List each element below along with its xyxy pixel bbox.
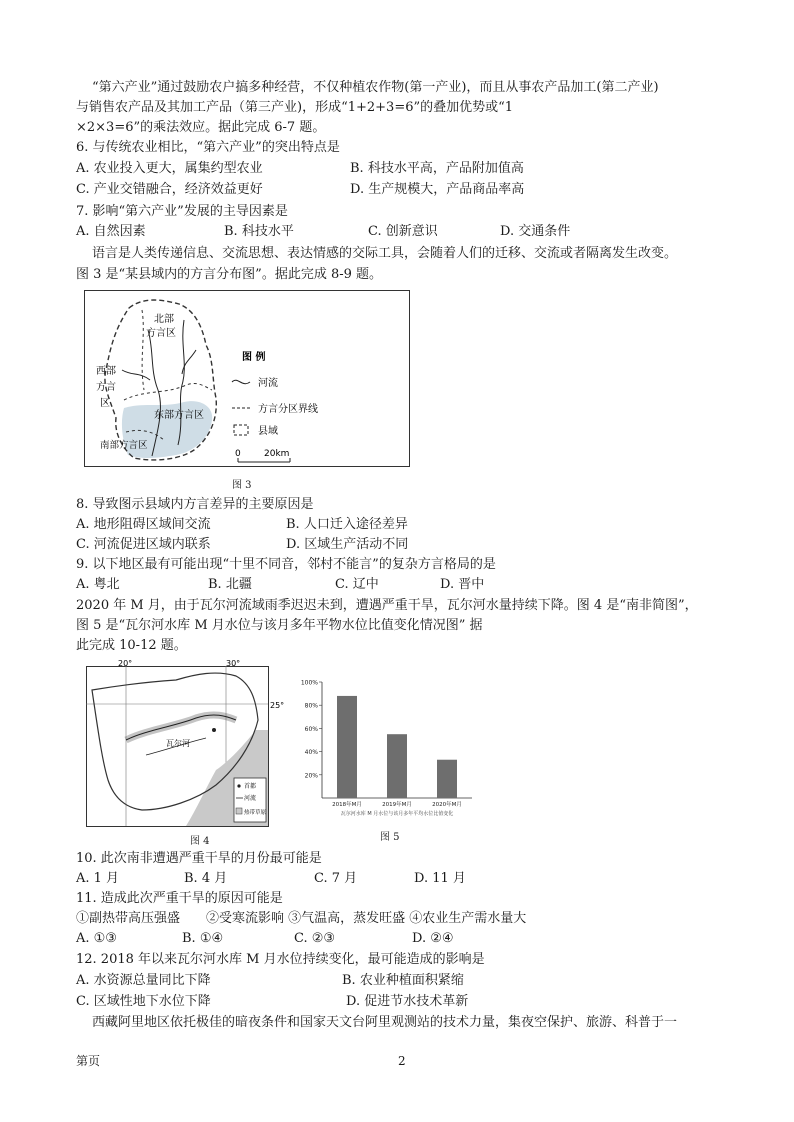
y-tick-label: 60% <box>304 725 318 733</box>
question-7-stem: 7. 影响“第六产业”发展的主导因素是 <box>76 204 288 219</box>
question-11-stem: 11. 造成此次严重干旱的原因可能是 <box>76 891 283 906</box>
question-12-stem: 12. 2018 年以来瓦尔河水库 M 月水位持续变化，最可能造成的影响是 <box>76 952 485 967</box>
bar <box>437 760 457 798</box>
figure-4-caption: 图 4 <box>190 836 210 847</box>
x-tick-label: 2020年M月 <box>432 802 462 808</box>
x-tick-label: 2018年M月 <box>332 802 362 808</box>
y-tick-label: 20% <box>304 772 318 780</box>
legend-savanna: 热带草原 <box>244 810 267 816</box>
figure-3-dialect-map <box>84 290 410 480</box>
footer-page-label: 第页 <box>76 1054 101 1068</box>
bar <box>337 696 357 798</box>
q10-option-d: D. 11 月 <box>414 871 466 886</box>
passage-line: 图 3 是“某县域内的方言分布图”。据此完成 8-9 题。 <box>76 267 383 282</box>
passage-line: 2020 年 M 月，由于瓦尔河流域雨季迟迟未到，遭遇严重干旱，瓦尔河水量持续下降。图 4 是“南非简图”， <box>76 598 698 613</box>
passage-line: 此完成 10-12 题。 <box>76 638 187 653</box>
q9-option-b: B. 北疆 <box>208 577 252 592</box>
passage-line: 语言是人类传递信息、交流思想、表达情感的交际工具，会随着人们的迁移、交流或者隔离发生改变。 <box>92 246 678 261</box>
legend-boundary: 方言分区界线 <box>258 404 318 415</box>
figure-5-bar-chart <box>290 664 500 824</box>
q10-option-a: A. 1 月 <box>76 871 120 886</box>
vaal-river-label: 瓦尔河 <box>166 739 190 748</box>
west-region-label: 西部 <box>96 366 116 377</box>
page-number: 2 <box>398 1054 406 1068</box>
north-region-label: 方言区 <box>146 328 176 339</box>
latitude-label: 25° <box>270 701 285 710</box>
y-tick-label: 40% <box>304 749 318 757</box>
q8-option-a: A. 地形阻碍区域间交流 <box>76 517 211 532</box>
q11-option-a: A. ①③ <box>76 931 117 946</box>
county-legend-icon <box>234 425 248 435</box>
passage-line: 与销售农产品及其加工产品（第三产业)，形成“1+2+3=6”的叠加优势或“1 <box>76 100 514 115</box>
figure-4-south-africa-map <box>86 659 285 830</box>
q7-option-d: D. 交通条件 <box>500 224 571 239</box>
q12-option-d: D. 促进节水技术革新 <box>346 994 469 1009</box>
scale-zero: 0 <box>235 449 241 459</box>
q12-option-c: C. 区域性地下水位下降 <box>76 994 211 1009</box>
q6-option-b: B. 科技水平高，产品附加值高 <box>350 161 524 176</box>
q11-option-d: D. ②④ <box>412 931 454 946</box>
q7-option-c: C. 创新意识 <box>368 224 438 239</box>
river-legend-icon <box>232 380 250 383</box>
q10-option-c: C. 7 月 <box>314 871 358 886</box>
q11-option-b: B. ①④ <box>182 931 224 946</box>
passage-line: “第六产业”通过鼓励农户搞多种经营，不仅种植农作物(第一产业)，而且从事农产品加工(第二产业) <box>92 80 659 95</box>
legend-county: 县域 <box>258 426 278 437</box>
q6-option-d: D. 生产规模大，产品商品率高 <box>350 182 525 197</box>
q10-option-b: B. 4 月 <box>184 871 228 886</box>
question-9-stem: 9. 以下地区最有可能出现“十里不同音，邻村不能言”的复杂方言格局的是 <box>76 557 496 572</box>
passage-line: 西藏阿里地区依托极佳的暗夜条件和国家天文台阿里观测站的技术力量，集夜空保护、旅游、科普于一 <box>92 1015 678 1030</box>
south-region-label: 南部方言区 <box>100 440 148 451</box>
x-tick-label: 2019年M月 <box>382 802 412 808</box>
question-10-stem: 10. 此次南非遭遇严重干旱的月份最可能是 <box>76 851 322 866</box>
q8-option-c: C. 河流促进区域内联系 <box>76 537 211 552</box>
question-8-stem: 8. 导致图示县域内方言差异的主要原因是 <box>76 497 314 512</box>
legend-river: 河流 <box>258 378 278 389</box>
legend-capital: 首都 <box>244 783 257 790</box>
q11-option-c: C. ②③ <box>294 931 336 946</box>
east-region-label: 东部方言区 <box>154 410 204 421</box>
q9-option-d: D. 晋中 <box>440 577 485 592</box>
figure-5-caption: 图 5 <box>380 832 400 843</box>
q12-option-a: A. 水资源总量同比下降 <box>76 973 211 988</box>
longitude-label: 20° <box>118 659 133 668</box>
north-region-label: 北部 <box>154 314 174 325</box>
q9-option-c: C. 辽中 <box>335 577 379 592</box>
q6-option-a: A. 农业投入更大，属集约型农业 <box>76 161 263 176</box>
west-region-label: 区 <box>100 398 110 409</box>
q6-option-c: C. 产业交错融合，经济效益更好 <box>76 182 263 197</box>
q9-option-a: A. 粤北 <box>76 577 120 592</box>
capital-marker <box>212 728 216 732</box>
legend-river: 河流 <box>244 795 257 802</box>
q7-option-a: A. 自然因素 <box>76 224 146 239</box>
q11-items: ①副热带高压强盛 ②受寒流影响 ③气温高，蒸发旺盛 ④农业生产需水量大 <box>76 911 527 926</box>
bar <box>387 734 407 798</box>
passage-line: ×2×3=6”的乘法效应。据此完成 6-7 题。 <box>76 120 326 135</box>
legend-title: 图 例 <box>242 352 266 363</box>
chart-note: 瓦尔河水库 M 月水位与该月多年平均水位比值变化 <box>340 811 454 817</box>
q7-option-b: B. 科技水平 <box>224 224 294 239</box>
question-6-stem: 6. 与传统农业相比，“第六产业”的突出特点是 <box>76 140 340 155</box>
passage-line: 图 5 是“瓦尔河水库 M 月水位与该月多年平物水位比值变化情况图” 据 <box>76 618 483 633</box>
q8-option-d: D. 区域生产活动不同 <box>286 537 409 552</box>
scale-distance: 20km <box>264 449 290 459</box>
q12-option-b: B. 农业种植面积紧缩 <box>342 973 464 988</box>
q8-option-b: B. 人口迁入途径差异 <box>286 517 408 532</box>
west-region-label: 方言 <box>96 382 116 393</box>
y-tick-label: 100% <box>300 679 318 687</box>
y-tick-label: 80% <box>304 702 318 710</box>
longitude-label: 30° <box>226 659 241 668</box>
figure-3-caption: 图 3 <box>232 480 252 491</box>
